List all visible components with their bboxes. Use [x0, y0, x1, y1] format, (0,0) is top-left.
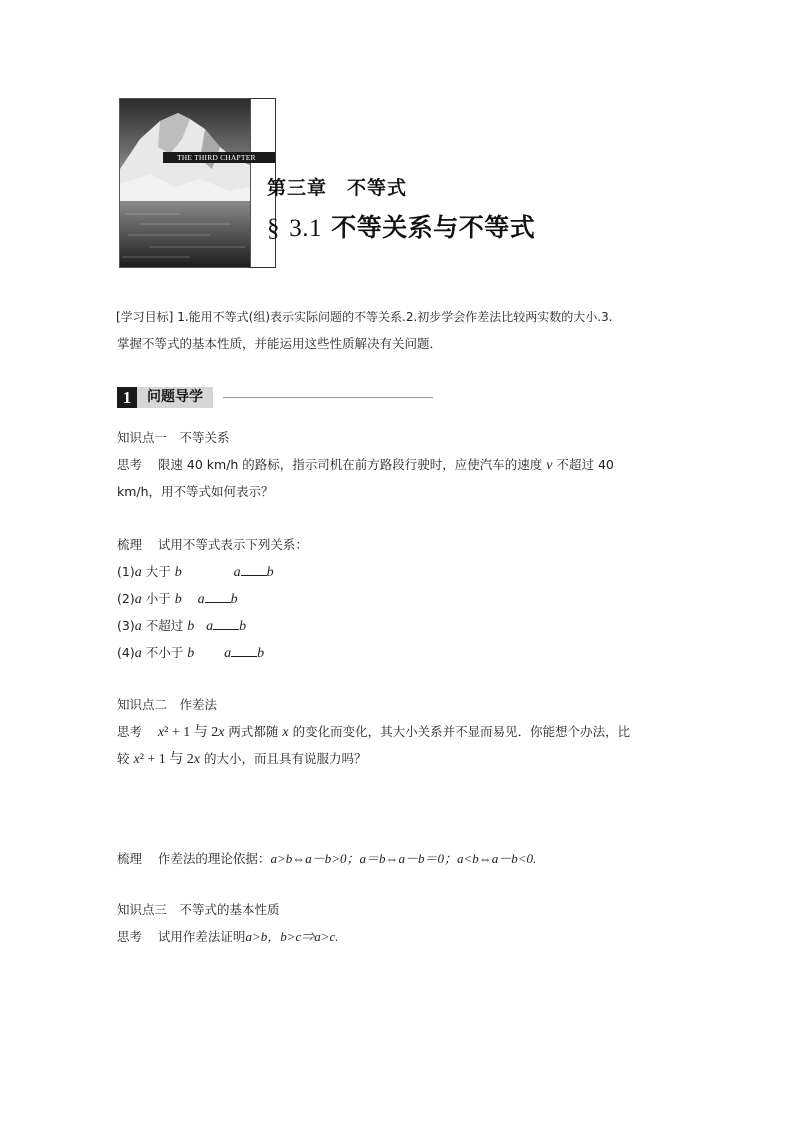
kp3-heading: 知识点三 不等式的基本性质 — [117, 902, 280, 917]
kp2-think-label: 思考 — [117, 724, 143, 739]
item-a: a — [134, 592, 142, 607]
section-title — [267, 208, 535, 244]
frame-line — [249, 98, 276, 99]
answer-blank[interactable] — [231, 644, 257, 657]
var-v: v — [546, 458, 553, 473]
section-tag-title: 问题导学 — [137, 387, 213, 408]
item-prefix: (3) — [117, 618, 135, 633]
var-x: x — [157, 725, 165, 740]
kp1-item-1 — [117, 563, 274, 582]
kp2-text: 两式都随 — [224, 724, 283, 739]
answer-a: a — [224, 646, 232, 661]
kp1-think-label: 思考 — [117, 457, 143, 472]
answer-b: b — [230, 592, 238, 607]
chapter-band: THE THIRD CHAPTER — [163, 152, 275, 163]
answer-a: a — [206, 619, 214, 634]
item-relation: 小于 — [145, 591, 171, 606]
answer-blank[interactable] — [205, 590, 231, 603]
goals-line-1 — [116, 308, 613, 326]
kp1-item-2 — [117, 590, 238, 609]
math-text: ² + 1 与 2 — [164, 725, 219, 740]
item-prefix: (4) — [117, 645, 135, 660]
kp2-comb-formula: a>b⇔a－b>0；a＝b⇔a－b＝0；a<b⇔a－b<0. — [270, 851, 537, 866]
kp1-comb-label: 梳理 — [117, 537, 143, 552]
kp2-text: 的变化而变化，其大小关系并不显而易见．你能想个办法，比 — [288, 724, 631, 739]
kp2-comb-text: 作差法的理论依据： — [157, 851, 271, 866]
section-tag-rule — [223, 397, 433, 398]
iceberg-picture — [120, 99, 250, 267]
kp3-think-text: 试用作差法证明 — [157, 929, 246, 944]
item-relation: 不超过 — [145, 618, 184, 633]
kp2-text: 的大小，而且具有说服力吗？ — [200, 751, 367, 766]
math-text: ² + 1 与 2 — [139, 752, 194, 767]
answer-a: a — [197, 592, 205, 607]
section-number: 3.1 — [289, 215, 322, 242]
item-b: b — [187, 646, 195, 661]
kp1-heading: 知识点一 不等关系 — [117, 430, 230, 445]
kp2-comb-line — [117, 850, 536, 868]
answer-blank[interactable] — [241, 563, 267, 576]
kp3-think-formula: a>b，b>c⇒a>c. — [245, 929, 339, 944]
item-prefix: (1) — [117, 564, 135, 579]
item-a: a — [134, 646, 142, 661]
kp1-comb-line — [117, 536, 308, 554]
kp1-think-text-1: 限速 40 km/h 的路标，指示司机在前方路段行驶时，应使汽车的速度 — [157, 457, 543, 472]
section-symbol: § — [267, 215, 280, 242]
item-b: b — [187, 619, 195, 634]
frame-line — [249, 267, 276, 268]
kp1-think-line-1 — [117, 456, 614, 475]
answer-blank[interactable] — [213, 617, 239, 630]
goals-label: [学习目标] — [116, 310, 174, 324]
answer-b: b — [239, 619, 247, 634]
kp1-comb-text: 试用不等式表示下列关系： — [157, 537, 308, 552]
chapter-title: 第三章 不等式 — [267, 177, 408, 199]
kp2-think-line-2 — [117, 750, 367, 769]
item-relation: 大于 — [145, 564, 171, 579]
kp2-heading: 知识点二 作差法 — [117, 697, 218, 712]
kp2-think-line-1 — [117, 723, 630, 742]
item-relation: 不小于 — [145, 645, 184, 660]
var-x: x — [218, 725, 225, 740]
kp2-text: 较 — [117, 751, 134, 766]
chapter-cover-image — [119, 98, 251, 268]
item-a: a — [134, 619, 142, 634]
section-tag-number: 1 — [117, 387, 137, 408]
section-tag — [117, 387, 213, 408]
item-prefix: (2) — [117, 591, 135, 606]
kp2-comb-label: 梳理 — [117, 851, 143, 866]
answer-a: a — [233, 565, 241, 580]
kp3-think-label: 思考 — [117, 929, 143, 944]
answer-b: b — [257, 646, 265, 661]
answer-b: b — [266, 565, 274, 580]
kp3-think-line — [117, 928, 339, 946]
section-name: 不等关系与不等式 — [331, 213, 536, 242]
kp1-think-text-2: 不超过 40 — [556, 457, 614, 472]
kp1-item-3 — [117, 617, 246, 636]
var-x: x — [133, 752, 140, 767]
var-x: x — [282, 725, 289, 740]
item-b: b — [174, 592, 182, 607]
var-x: x — [193, 752, 201, 767]
kp1-think-line-2: km/h，用不等式如何表示？ — [117, 484, 274, 499]
item-b: b — [174, 565, 182, 580]
kp1-item-4 — [117, 644, 264, 663]
goals-text-1: 1.能用不等式(组)表示实际问题的不等关系.2.初步学会作差法比较两实数的大小.3. — [177, 310, 613, 324]
item-a: a — [134, 565, 142, 580]
goals-line-2: 掌握不等式的基本性质，并能运用这些性质解决有关问题． — [117, 336, 443, 351]
